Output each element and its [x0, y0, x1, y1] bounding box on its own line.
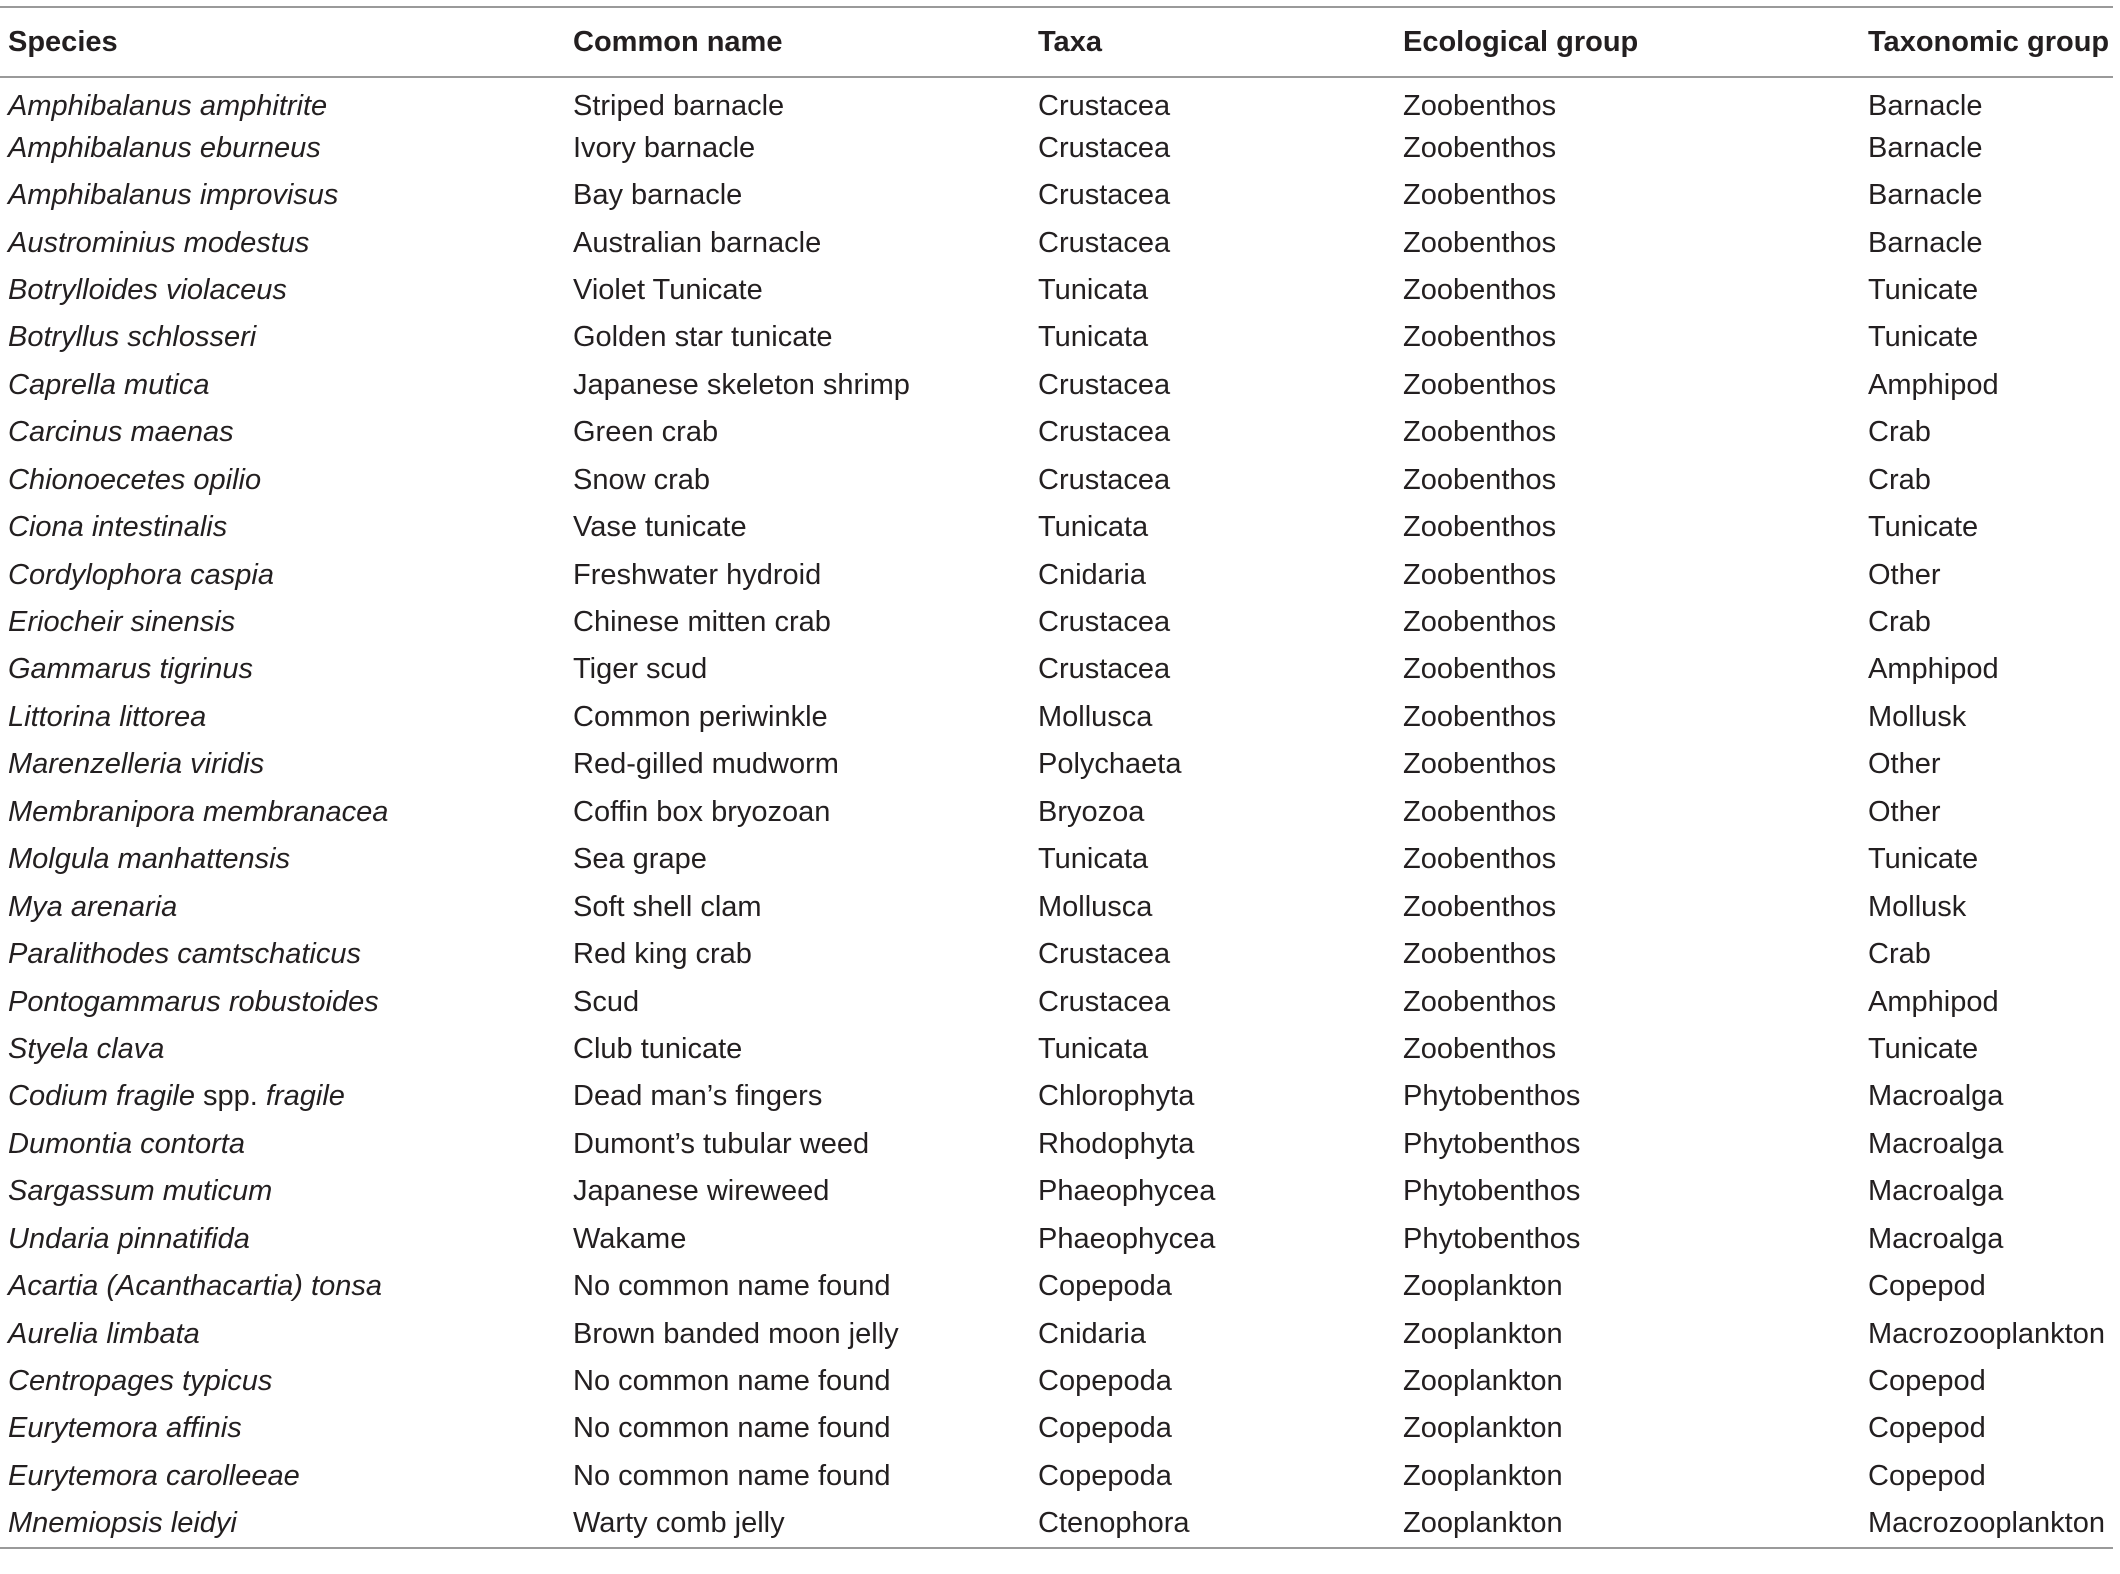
cell-common-name: Common periwinkle [573, 700, 828, 733]
cell-taxa: Tunicata [1038, 1032, 1149, 1065]
cell-common-name: No common name found [573, 1412, 891, 1445]
cell-taxa: Tunicata [1038, 273, 1149, 306]
cell-species: Littorina littorea [8, 700, 207, 733]
cell-common-name: Soft shell clam [573, 890, 762, 923]
cell-taxonomic-group: Macrozooplankton [1868, 1317, 2105, 1350]
cell-taxonomic-group: Tunicate [1868, 1032, 1979, 1065]
cell-taxa: Crustacea [1038, 131, 1171, 164]
cell-taxa: Copepoda [1038, 1365, 1172, 1398]
cell-species: Ciona intestinalis [8, 511, 228, 544]
species-table [0, 6, 2113, 1549]
cell-ecological-group: Phytobenthos [1403, 1080, 1581, 1113]
cell-common-name: Golden star tunicate [573, 321, 833, 354]
cell-ecological-group: Zoobenthos [1403, 985, 1557, 1018]
cell-common-name: No common name found [573, 1270, 891, 1303]
header-ecological-group: Ecological group [1403, 25, 1639, 58]
cell-common-name: Snow crab [573, 463, 711, 496]
cell-taxonomic-group: Crab [1868, 416, 1931, 449]
cell-taxa: Crustacea [1038, 985, 1171, 1018]
cell-species: Carcinus maenas [8, 416, 234, 449]
cell-taxa: Crustacea [1038, 416, 1171, 449]
cell-species: Amphibalanus eburneus [8, 131, 321, 164]
cell-taxa: Crustacea [1038, 606, 1171, 639]
table-row [0, 646, 2113, 693]
cell-species: Pontogammarus robustoides [8, 985, 379, 1018]
cell-taxonomic-group: Other [1868, 748, 1941, 781]
cell-species: Undaria pinnatifida [8, 1222, 250, 1255]
cell-common-name: No common name found [573, 1365, 891, 1398]
cell-common-name: Red-gilled mudworm [573, 748, 839, 781]
cell-taxonomic-group: Copepod [1868, 1412, 1986, 1445]
cell-ecological-group: Zoobenthos [1403, 321, 1557, 354]
cell-taxa: Tunicata [1038, 843, 1149, 876]
cell-ecological-group: Zoobenthos [1403, 748, 1557, 781]
cell-taxa: Crustacea [1038, 368, 1171, 401]
cell-taxa: Ctenophora [1038, 1506, 1190, 1539]
cell-species: Aurelia limbata [8, 1317, 200, 1350]
cell-common-name: Wakame [573, 1222, 687, 1255]
cell-taxonomic-group: Barnacle [1868, 226, 1983, 259]
cell-taxa: Cnidaria [1038, 558, 1146, 591]
table-row [0, 741, 2113, 788]
table-row [0, 1121, 2113, 1168]
cell-taxa: Crustacea [1038, 226, 1171, 259]
cell-ecological-group: Zooplankton [1403, 1317, 1563, 1350]
cell-taxonomic-group: Copepod [1868, 1365, 1986, 1398]
cell-species: Marenzelleria viridis [8, 748, 265, 781]
cell-ecological-group: Zoobenthos [1403, 226, 1557, 259]
cell-common-name: Green crab [573, 416, 719, 449]
cell-taxa: Crustacea [1038, 463, 1171, 496]
cell-species: Botrylloides violaceus [8, 273, 287, 306]
cell-taxa: Bryozoa [1038, 795, 1145, 828]
cell-taxonomic-group: Macrozooplankton [1868, 1506, 2105, 1539]
table-row [0, 362, 2113, 409]
table-header [0, 7, 2113, 77]
cell-common-name: Dumont’s tubular weed [573, 1127, 870, 1160]
cell-ecological-group: Phytobenthos [1403, 1127, 1581, 1160]
cell-ecological-group: Phytobenthos [1403, 1175, 1581, 1208]
cell-common-name: Brown banded moon jelly [573, 1317, 899, 1350]
cell-taxonomic-group: Amphipod [1868, 653, 1999, 686]
table-row [0, 1500, 2113, 1547]
table-row [0, 1453, 2113, 1500]
cell-ecological-group: Zooplankton [1403, 1412, 1563, 1445]
cell-common-name: Club tunicate [573, 1032, 743, 1065]
cell-taxa: Tunicata [1038, 321, 1149, 354]
cell-taxa: Crustacea [1038, 653, 1171, 686]
cell-taxa: Crustacea [1038, 179, 1171, 212]
cell-taxonomic-group: Crab [1868, 938, 1931, 971]
cell-common-name: Japanese skeleton shrimp [573, 368, 910, 401]
table-row [0, 1358, 2113, 1405]
cell-species: Codium fragile spp. fragile [8, 1080, 345, 1113]
cell-ecological-group: Zooplankton [1403, 1459, 1563, 1492]
cell-common-name: Ivory barnacle [573, 131, 756, 164]
cell-species: Styela clava [8, 1032, 165, 1065]
cell-common-name: No common name found [573, 1459, 891, 1492]
header-common-name: Common name [573, 25, 783, 58]
header-species: Species [8, 25, 118, 58]
cell-species: Eurytemora affinis [8, 1412, 242, 1445]
cell-species: Amphibalanus improvisus [8, 179, 339, 212]
cell-taxonomic-group: Copepod [1868, 1459, 1986, 1492]
cell-ecological-group: Zoobenthos [1403, 1032, 1557, 1065]
cell-ecological-group: Zoobenthos [1403, 368, 1557, 401]
cell-taxonomic-group: Macroalga [1868, 1080, 2004, 1113]
cell-taxonomic-group: Macroalga [1868, 1222, 2004, 1255]
table-row [0, 504, 2113, 551]
cell-species: Centropages typicus [8, 1365, 273, 1398]
cell-species: Dumontia contorta [8, 1127, 245, 1160]
cell-ecological-group: Zoobenthos [1403, 463, 1557, 496]
cell-common-name: Chinese mitten crab [573, 606, 831, 639]
cell-common-name: Violet Tunicate [573, 273, 763, 306]
cell-species: Molgula manhattensis [8, 843, 291, 876]
table-row [0, 77, 2113, 124]
cell-taxa: Chlorophyta [1038, 1080, 1195, 1113]
cell-common-name: Red king crab [573, 938, 752, 971]
cell-taxonomic-group: Other [1868, 558, 1941, 591]
cell-common-name: Vase tunicate [573, 511, 747, 544]
cell-taxonomic-group: Tunicate [1868, 321, 1979, 354]
cell-ecological-group: Zoobenthos [1403, 179, 1557, 212]
cell-taxonomic-group: Copepod [1868, 1270, 1986, 1303]
cell-taxonomic-group: Barnacle [1868, 179, 1983, 212]
cell-common-name: Bay barnacle [573, 179, 743, 212]
cell-species: Botryllus schlosseri [8, 321, 257, 354]
cell-taxonomic-group: Mollusk [1868, 700, 1967, 733]
cell-taxa: Crustacea [1038, 89, 1171, 122]
cell-species: Cordylophora caspia [8, 558, 274, 591]
cell-taxa: Phaeophycea [1038, 1175, 1216, 1208]
cell-taxa: Cnidaria [1038, 1317, 1146, 1350]
cell-species: Eriocheir sinensis [8, 606, 236, 639]
cell-species: Caprella mutica [8, 368, 210, 401]
cell-ecological-group: Zooplankton [1403, 1506, 1563, 1539]
cell-common-name: Striped barnacle [573, 89, 785, 122]
cell-taxonomic-group: Crab [1868, 606, 1931, 639]
table-row [0, 124, 2113, 171]
table-row [0, 1026, 2113, 1073]
cell-taxa: Copepoda [1038, 1459, 1172, 1492]
cell-common-name: Tiger scud [573, 653, 708, 686]
cell-taxa: Mollusca [1038, 700, 1153, 733]
cell-ecological-group: Zoobenthos [1403, 606, 1557, 639]
cell-ecological-group: Zoobenthos [1403, 558, 1557, 591]
cell-taxonomic-group: Barnacle [1868, 131, 1983, 164]
table-row [0, 172, 2113, 219]
cell-ecological-group: Zoobenthos [1403, 131, 1557, 164]
cell-species: Acartia (Acanthacartia) tonsa [8, 1270, 382, 1303]
table-row [0, 457, 2113, 504]
cell-taxonomic-group: Tunicate [1868, 273, 1979, 306]
table-row [0, 314, 2113, 361]
cell-species: Chionoecetes opilio [8, 463, 262, 496]
table-row [0, 1263, 2113, 1310]
cell-ecological-group: Zooplankton [1403, 1365, 1563, 1398]
cell-taxonomic-group: Crab [1868, 463, 1931, 496]
cell-taxa: Phaeophycea [1038, 1222, 1216, 1255]
header-taxa: Taxa [1038, 25, 1102, 58]
table-row [0, 931, 2113, 978]
cell-ecological-group: Zoobenthos [1403, 843, 1557, 876]
cell-ecological-group: Zoobenthos [1403, 795, 1557, 828]
cell-taxonomic-group: Macroalga [1868, 1175, 2004, 1208]
table-row [0, 836, 2113, 883]
cell-species: Mnemiopsis leidyi [8, 1506, 237, 1539]
cell-common-name: Australian barnacle [573, 226, 822, 259]
table-row [0, 1168, 2113, 1215]
table-row [0, 883, 2113, 930]
cell-species: Eurytemora carolleeae [8, 1459, 300, 1492]
table-row [0, 409, 2113, 456]
cell-ecological-group: Phytobenthos [1403, 1222, 1581, 1255]
table-row [0, 1216, 2113, 1263]
cell-ecological-group: Zooplankton [1403, 1270, 1563, 1303]
cell-common-name: Scud [573, 985, 640, 1018]
cell-species: Sargassum muticum [8, 1175, 273, 1208]
cell-taxonomic-group: Amphipod [1868, 368, 1999, 401]
table-row [0, 1073, 2113, 1120]
cell-taxa: Rhodophyta [1038, 1127, 1195, 1160]
cell-common-name: Warty comb jelly [573, 1506, 785, 1539]
cell-taxonomic-group: Macroalga [1868, 1127, 2004, 1160]
table-row [0, 1405, 2113, 1452]
cell-taxa: Copepoda [1038, 1412, 1172, 1445]
cell-taxa: Polychaeta [1038, 748, 1182, 781]
cell-taxonomic-group: Amphipod [1868, 985, 1999, 1018]
cell-taxonomic-group: Tunicate [1868, 843, 1979, 876]
cell-species: Mya arenaria [8, 890, 178, 923]
table-row [0, 551, 2113, 598]
table-row [0, 219, 2113, 266]
cell-ecological-group: Zoobenthos [1403, 511, 1557, 544]
cell-taxa: Mollusca [1038, 890, 1153, 923]
cell-species: Austrominius modestus [8, 226, 310, 259]
header-taxonomic-group: Taxonomic group [1868, 25, 2110, 58]
header-row [0, 7, 2113, 77]
cell-taxa: Crustacea [1038, 938, 1171, 971]
cell-common-name: Japanese wireweed [573, 1175, 830, 1208]
cell-ecological-group: Zoobenthos [1403, 653, 1557, 686]
table-row [0, 978, 2113, 1025]
cell-taxonomic-group: Barnacle [1868, 89, 1983, 122]
cell-ecological-group: Zoobenthos [1403, 700, 1557, 733]
cell-taxa: Tunicata [1038, 511, 1149, 544]
cell-common-name: Freshwater hydroid [573, 558, 822, 591]
table-row [0, 599, 2113, 646]
species-table-container [0, 6, 2113, 1549]
cell-common-name: Sea grape [573, 843, 707, 876]
cell-common-name: Coffin box bryozoan [573, 795, 831, 828]
cell-species: Paralithodes camtschaticus [8, 938, 361, 971]
cell-species: Membranipora membranacea [8, 795, 389, 828]
table-row [0, 694, 2113, 741]
cell-species: Amphibalanus amphitrite [8, 89, 328, 122]
table-row [0, 789, 2113, 836]
table-row [0, 1310, 2113, 1357]
cell-taxonomic-group: Tunicate [1868, 511, 1979, 544]
cell-common-name: Dead man’s fingers [573, 1080, 823, 1113]
cell-ecological-group: Zoobenthos [1403, 416, 1557, 449]
cell-ecological-group: Zoobenthos [1403, 890, 1557, 923]
species-rank-abbrev: spp. [203, 1080, 258, 1113]
cell-taxonomic-group: Mollusk [1868, 890, 1967, 923]
cell-taxa: Copepoda [1038, 1270, 1172, 1303]
cell-ecological-group: Zoobenthos [1403, 273, 1557, 306]
cell-species: Gammarus tigrinus [8, 653, 253, 686]
cell-taxonomic-group: Other [1868, 795, 1941, 828]
cell-ecological-group: Zoobenthos [1403, 938, 1557, 971]
table-body [0, 77, 2113, 1548]
table-row [0, 267, 2113, 314]
cell-ecological-group: Zoobenthos [1403, 89, 1557, 122]
